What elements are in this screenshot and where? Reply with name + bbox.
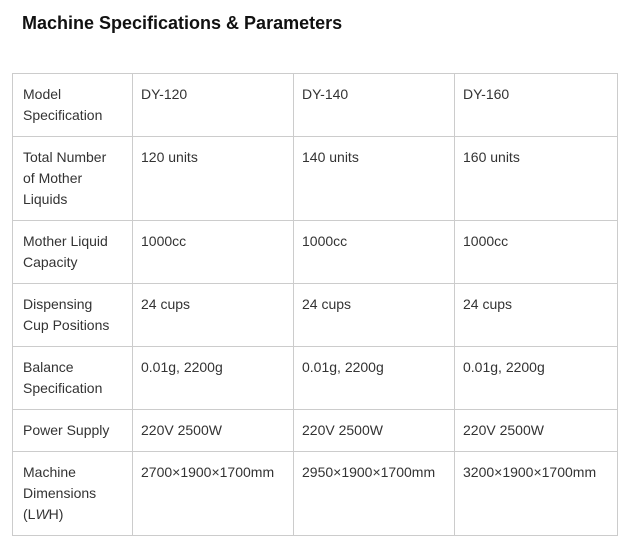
row-label-segment: H) (48, 506, 64, 522)
table-row (13, 347, 618, 410)
value-cell: 120 units (133, 137, 294, 221)
row-label-segment: Machine Dimensions (L (23, 464, 97, 522)
page-title: Machine Specifications & Parameters (22, 13, 343, 33)
value-cell: 0.01g, 2200g (294, 347, 455, 410)
row-label-cell: Power Supply (13, 410, 133, 452)
value-cell: DY-160 (455, 74, 618, 137)
value-cell: 3200×1900×1700mm (455, 452, 618, 536)
value-cell: DY-140 (294, 74, 455, 137)
value-cell: 1000cc (294, 221, 455, 284)
value-cell: 1000cc (455, 221, 618, 284)
row-label-cell: Balance Specification (13, 347, 133, 410)
specs-table (12, 73, 618, 536)
table-row (13, 74, 618, 137)
row-label-segment: W (35, 506, 49, 522)
value-cell: 2700×1900×1700mm (133, 452, 294, 536)
value-cell: 0.01g, 2200g (133, 347, 294, 410)
value-cell: 24 cups (133, 284, 294, 347)
table-row (13, 452, 618, 536)
table-row (13, 137, 618, 221)
value-cell: 24 cups (294, 284, 455, 347)
value-cell: 2950×1900×1700mm (294, 452, 455, 536)
page (0, 10, 635, 551)
value-cell: 140 units (294, 137, 455, 221)
table-row (13, 410, 618, 452)
table-row (13, 221, 618, 284)
value-cell: DY-120 (133, 74, 294, 137)
value-cell: 0.01g, 2200g (455, 347, 618, 410)
value-cell: 220V 2500W (294, 410, 455, 452)
row-label-cell (13, 452, 133, 536)
row-label-cell: Model Specification (13, 74, 133, 137)
value-cell: 24 cups (455, 284, 618, 347)
value-cell: 220V 2500W (455, 410, 618, 452)
row-label-cell: Mother Liquid Capacity (13, 221, 133, 284)
value-cell: 220V 2500W (133, 410, 294, 452)
row-label-cell: Total Number of Mother Liquids (13, 137, 133, 221)
value-cell: 1000cc (133, 221, 294, 284)
table-row (13, 284, 618, 347)
specs-table-body (13, 74, 618, 536)
value-cell: 160 units (455, 137, 618, 221)
row-label-cell: Dispensing Cup Positions (13, 284, 133, 347)
